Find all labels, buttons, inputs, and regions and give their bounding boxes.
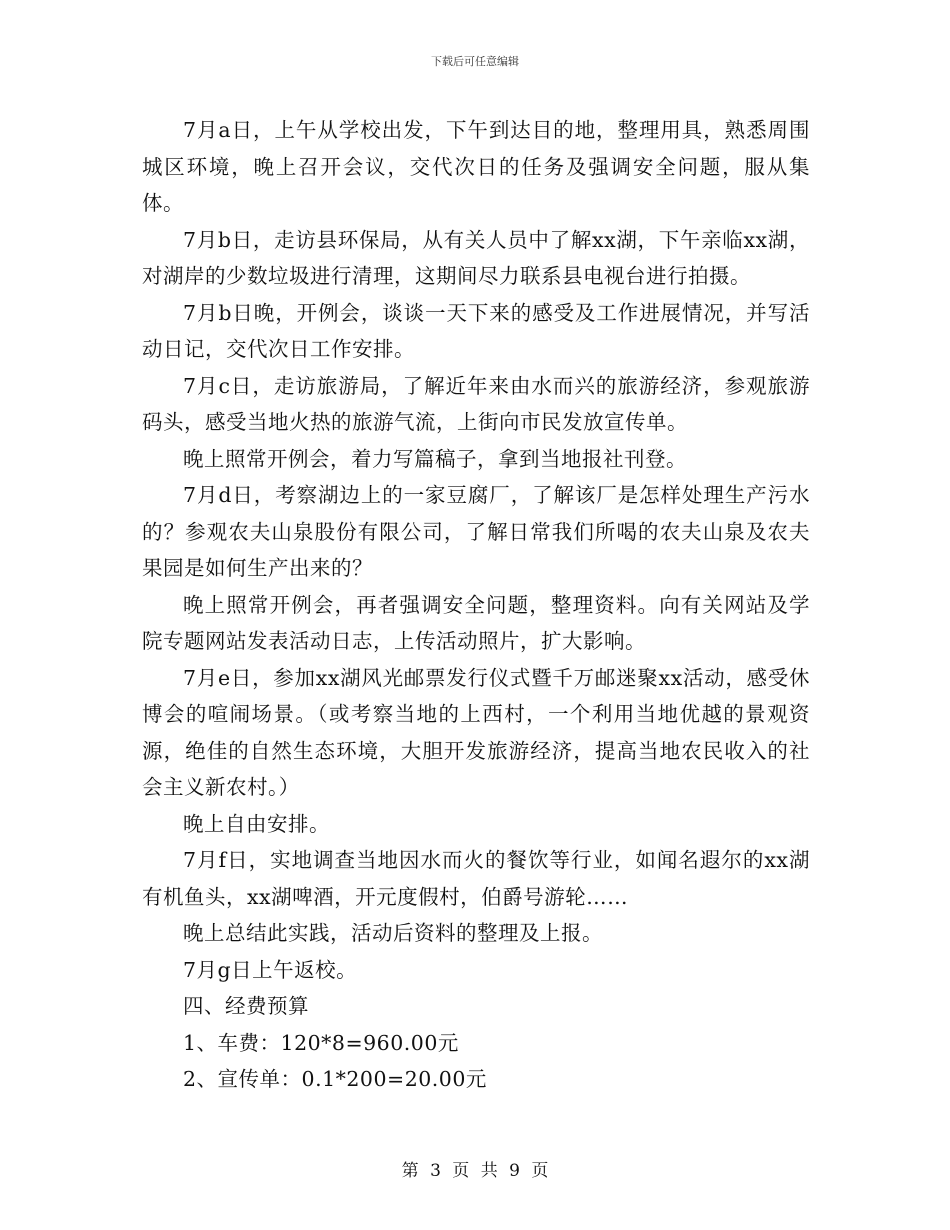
paragraph: 晚上照常开例会，再者强调安全问题，整理资料。向有关网站及学院专题网站发表活动日志，上传活动照片，扩大影响。 xyxy=(142,592,810,653)
paragraph: 晚上照常开例会，着力写篇稿子，拿到当地报社刊登。 xyxy=(183,446,687,471)
budget-item: 2、宣传单：0.1*200=20.00元 xyxy=(183,1067,487,1091)
budget-item: 1、车费：120*8=960.00元 xyxy=(183,1030,459,1055)
paragraph: 7月b日，走访县环保局，从有关人员中了解xx湖，下午亲临xx湖，对湖岸的少数垃圾进行清理，这期间尽力联系县电视台进行拍摄。 xyxy=(142,227,810,288)
paragraph: 7月e日，参加xx湖风光邮票发行仪式暨千万邮迷聚xx活动，感受休博会的喧闹场景。（或考察当地的上西村，一个利用当地优越的景观资源，绝佳的自然生态环境，大胆开发旅游经济，提高当地农民收入的社会主义新农村。） xyxy=(142,665,810,799)
paragraph: 7月a日，上午从学校出发，下午到达目的地，整理用具，熟悉周围城区环境，晚上召开会议，交代次日的任务及强调安全问题，服从集体。 xyxy=(142,118,810,215)
paragraph: 晚上总结此实践，活动后资料的整理及上报。 xyxy=(183,921,603,945)
paragraph: 7月c日，走访旅游局，了解近年来由水而兴的旅游经济，参观旅游码头，感受当地火热的旅游气流，上街向市民发放宣传单。 xyxy=(142,373,810,434)
document-body xyxy=(142,112,810,1098)
paragraph: 7月g日上午返校。 xyxy=(183,957,358,982)
page-footer: 第 3 页 共 9 页 xyxy=(401,1161,549,1181)
page-header: 下载后可任意编辑 xyxy=(431,55,519,68)
paragraph: 7月b日晚，开例会，谈谈一天下来的感受及工作进展情况，并写活动日记，交代次日工作安排。 xyxy=(142,300,810,361)
paragraph: 7月f日，实地调查当地因水而火的餐饮等行业，如闻名遐尔的xx湖有机鱼头，xx湖啤酒，开元度假村，伯爵号游轮…… xyxy=(142,848,810,909)
paragraph: 7月d日，考察湖边上的一家豆腐厂，了解该厂是怎样处理生产污水的？参观农夫山泉股份有限公司，了解日常我们所喝的农夫山泉及农夫果园是如何生产出来的？ xyxy=(142,483,810,580)
paragraph: 晚上自由安排。 xyxy=(183,811,330,836)
section-heading: 四、经费预算 xyxy=(183,994,309,1018)
